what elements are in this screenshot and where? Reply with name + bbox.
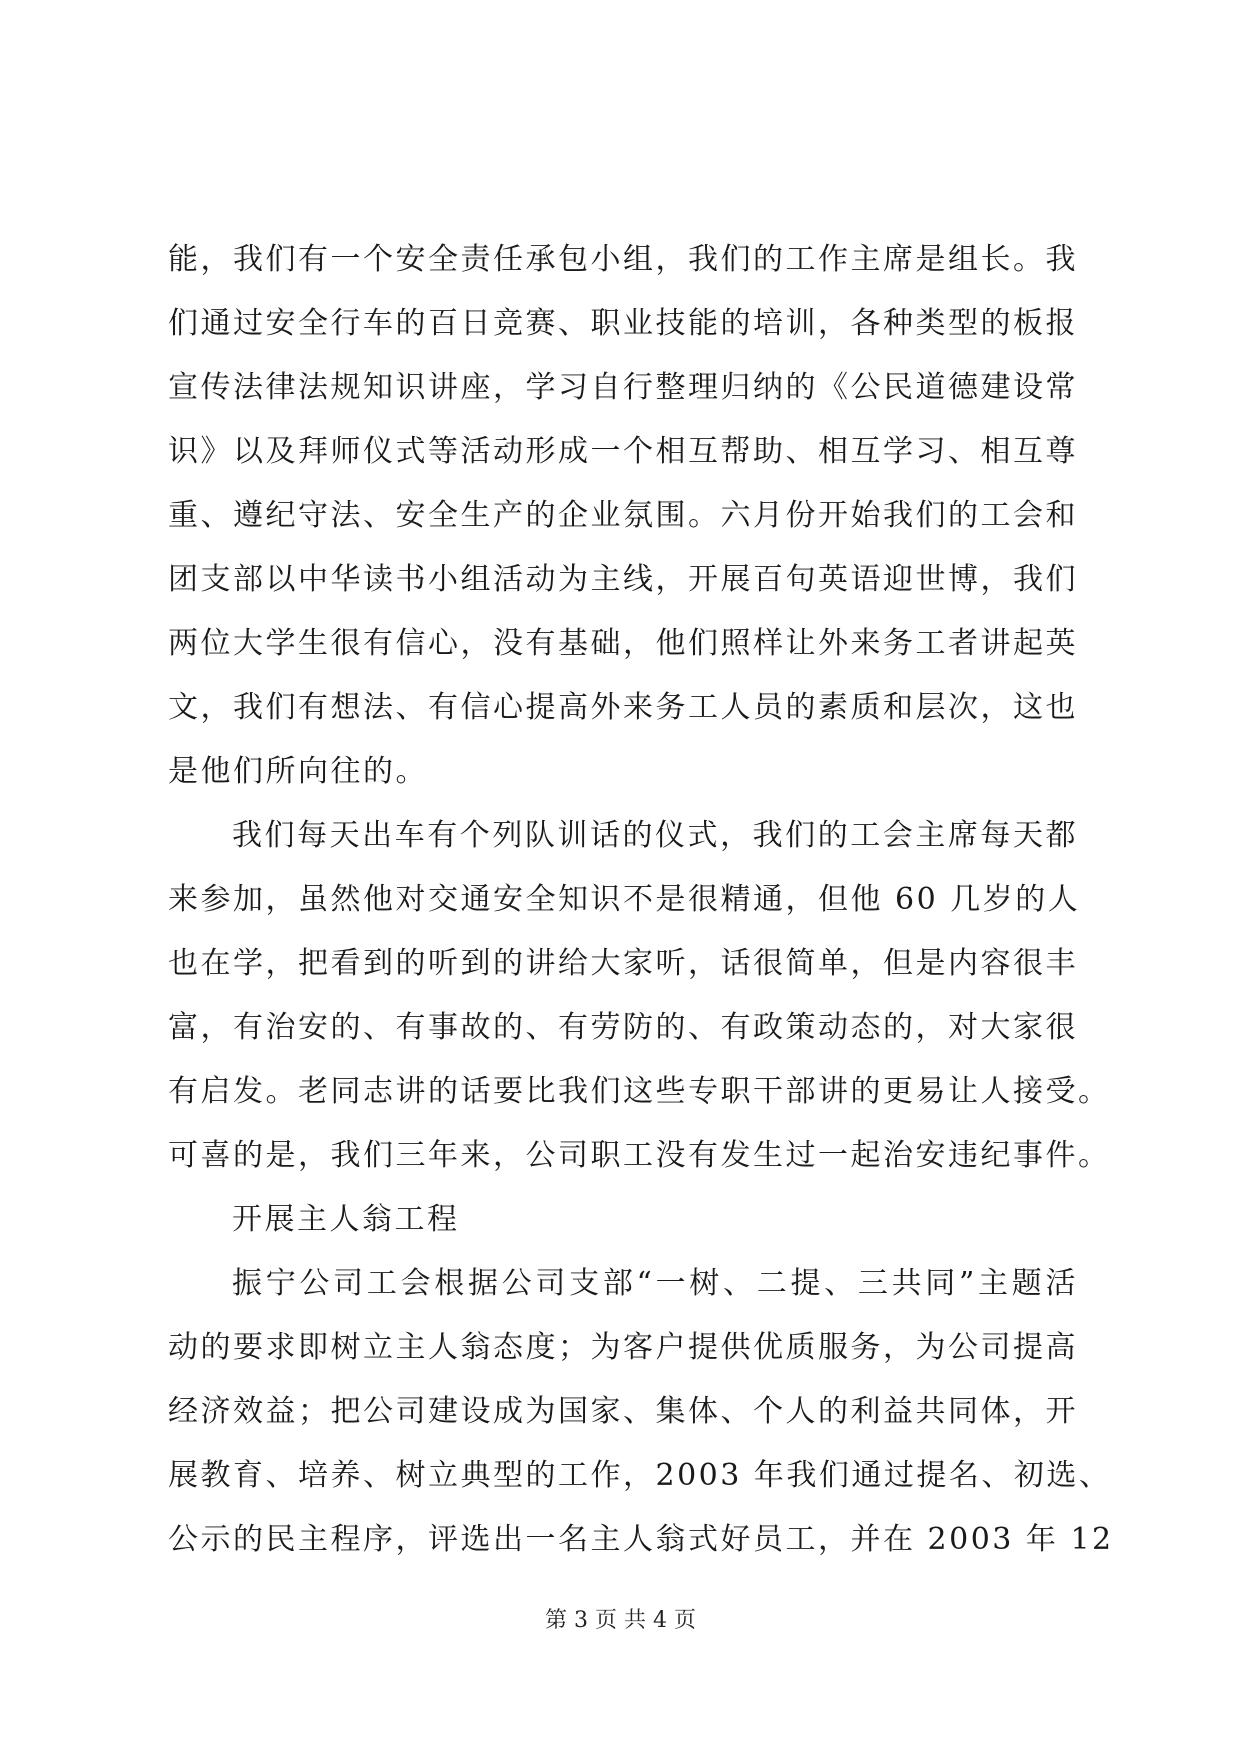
paragraph-line: 团支部以中华读书小组活动为主线，开展百句英语迎世博，我们 (168, 562, 1078, 597)
paragraph-line: 有启发。老同志讲的话要比我们这些专职干部讲的更易让人接受。 (168, 1074, 1111, 1109)
paragraph-line: 动的要求即树立主人翁态度；为客户提供优质服务，为公司提高 (168, 1330, 1078, 1365)
paragraph-line: 来参加，虽然他对交通安全知识不是很精通，但他 60 几岁的人 (168, 882, 1081, 917)
paragraph-line: 重、遵纪守法、安全生产的企业氛围。六月份开始我们的工会和 (168, 498, 1078, 533)
paragraph-line: 也在学，把看到的听到的讲给大家听，话很简单，但是内容很丰 (168, 946, 1078, 981)
page-footer (0, 1606, 1241, 1636)
paragraph-line: 展教育、培养、树立典型的工作，2003 年我们通过提名、初选、 (168, 1458, 1112, 1493)
paragraph-line: 可喜的是，我们三年来，公司职工没有发生过一起治安违纪事件。 (168, 1138, 1111, 1173)
page-number: 第 3 页 共 4 页 (545, 1608, 696, 1633)
paragraph-line: 公示的民主程序，评选出一名主人翁式好员工，并在 2003 年 12 (168, 1522, 1114, 1557)
document-body (168, 228, 1114, 1572)
paragraph-line: 经济效益；把公司建设成为国家、集体、个人的利益共同体，开 (168, 1394, 1078, 1429)
paragraph-line: 们通过安全行车的百日竞赛、职业技能的培训，各种类型的板报 (168, 306, 1078, 341)
paragraph-line: 文，我们有想法、有信心提高外来务工人员的素质和层次，这也 (168, 690, 1078, 725)
section-heading: 开展主人翁工程 (232, 1202, 460, 1237)
paragraph-line: 振宁公司工会根据公司支部“一树、二提、三共同”主题活 (232, 1266, 1078, 1301)
paragraph-line: 能，我们有一个安全责任承包小组，我们的工作主席是组长。我 (168, 242, 1078, 277)
paragraph-line: 我们每天出车有个列队训话的仪式，我们的工会主席每天都 (232, 818, 1078, 853)
paragraph-line: 宣传法律法规知识讲座，学习自行整理归纳的《公民道德建设常 (168, 370, 1078, 405)
paragraph-line: 是他们所向往的。 (168, 754, 428, 789)
paragraph-line: 两位大学生很有信心，没有基础，他们照样让外来务工者讲起英 (168, 626, 1078, 661)
paragraph-line: 富，有治安的、有事故的、有劳防的、有政策动态的，对大家很 (168, 1010, 1078, 1045)
paragraph-line: 识》以及拜师仪式等活动形成一个相互帮助、相互学习、相互尊 (168, 434, 1078, 469)
